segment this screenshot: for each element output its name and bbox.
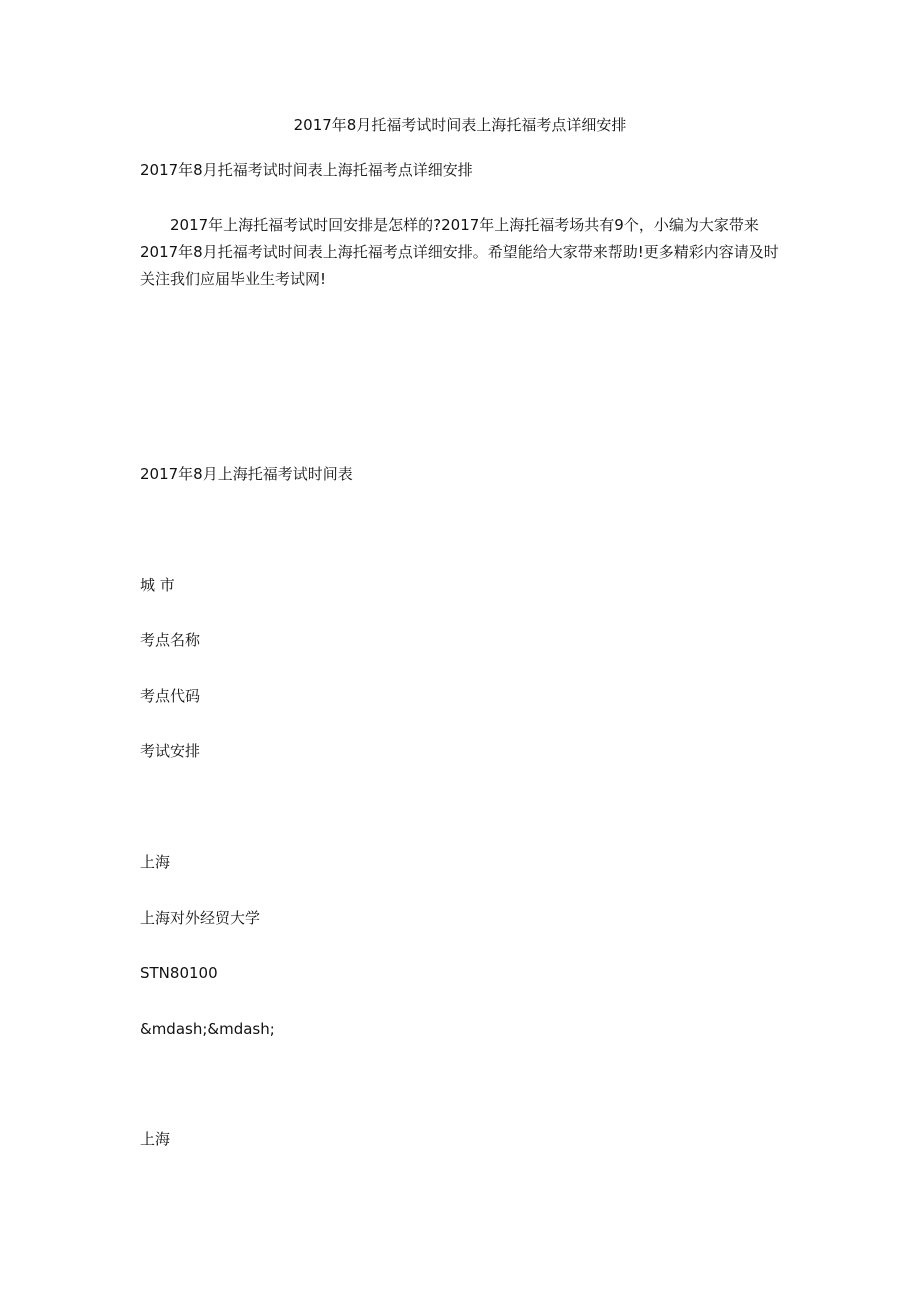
table-row-city: 上海	[140, 1130, 171, 1148]
table-row-city: 上海	[140, 853, 171, 871]
table-header-city: 城 市	[140, 576, 175, 594]
document-title: 2017年8月托福考试时间表上海托福考点详细安排	[293, 116, 627, 134]
intro-paragraph: 2017年上海托福考试时回安排是怎样的?2017年上海托福考场共有9个，小编为大家带来2017年8月托福考试时间表上海托福考点详细安排。希望能给大家带来帮助!更多精彩内容请及时关注我们应届毕业生考试网!	[140, 216, 779, 288]
section-heading: 2017年8月上海托福考试时间表	[140, 465, 353, 483]
table-header-schedule: 考试安排	[140, 742, 201, 760]
table-row-schedule: &mdash;&mdash;	[140, 1020, 275, 1038]
table-header-center-name: 考点名称	[140, 631, 201, 649]
table-row-center-code: STN80100	[140, 964, 218, 982]
table-row-center-name: 上海对外经贸大学	[140, 909, 261, 927]
document-subtitle: 2017年8月托福考试时间表上海托福考点详细安排	[140, 161, 473, 179]
table-header-center-code: 考点代码	[140, 687, 201, 705]
